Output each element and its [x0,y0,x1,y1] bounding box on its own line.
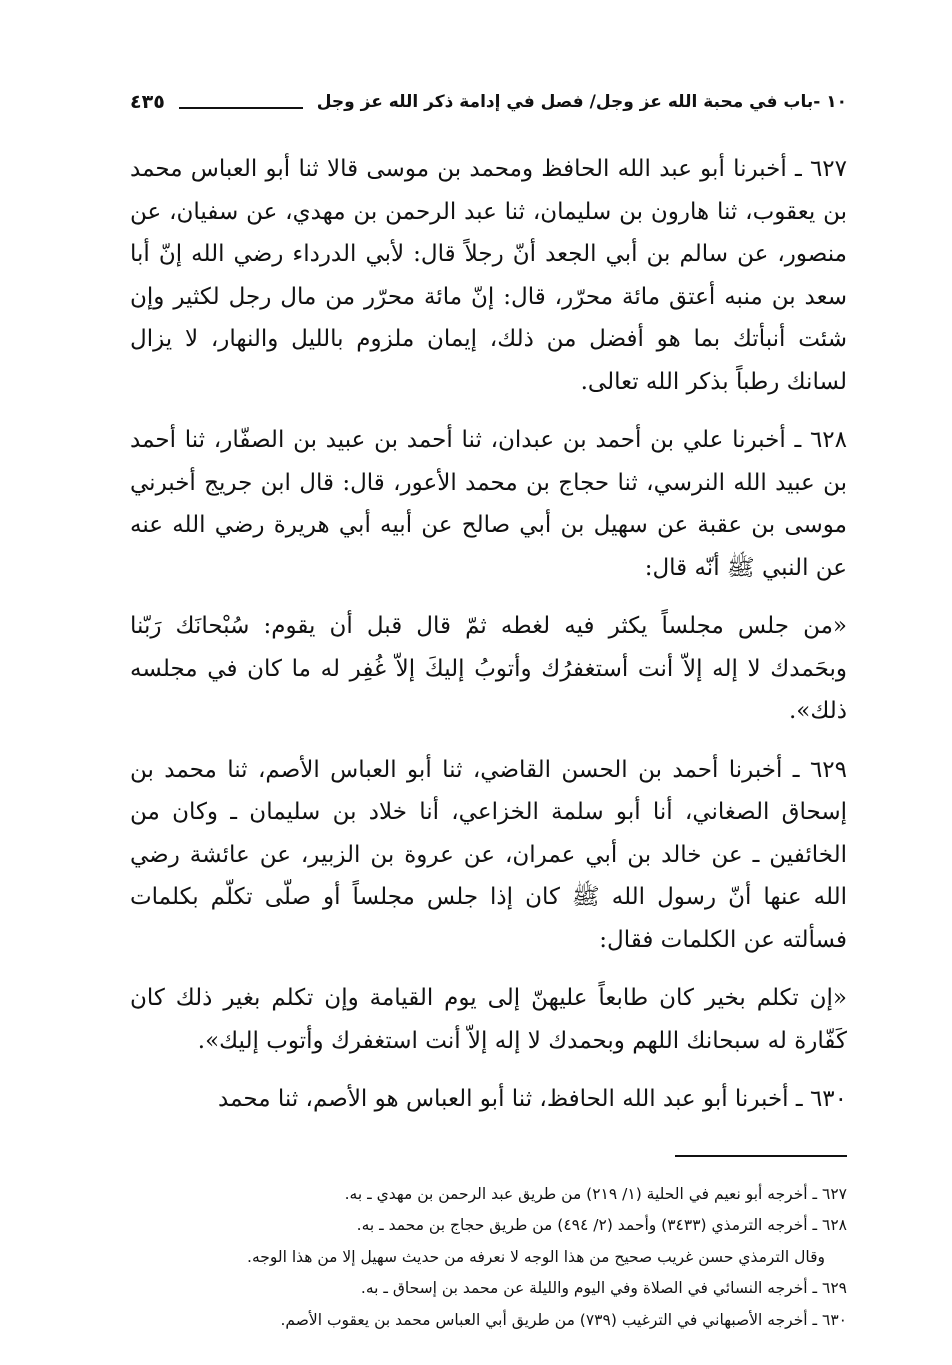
footnotes [130,1179,847,1337]
paragraph-627: ٦٢٧ ـ أخبرنا أبو عبد الله الحافظ ومحمد بن موسى قالا ثنا أبو العباس محمد بن يعقوب، ثنا هارون بن سليمان، ثنا عبد الرحمن بن مهدي، عن سفيان، عن منصور، عن سالم بن أبي الجعد أنّ رجلاً قال: لأبي الدرداء رضي الله إنّ أبا سعد بن منبه أعتق مائة محرّر، قال: إنّ مائة محرّر من مال رجل لكثير وإن شئت أنبأتك بما هو أفضل من ذلك، إيمان ملزوم بالليل والنهار، لا يزال لسانك رطباً بذكر الله تعالى. [130,156,847,395]
footnote-627: ٦٢٧ ـ أخرجه أبو نعيم في الحلية (١/ ٢١٩) من طريق عبد الرحمن بن مهدي ـ به. [344,1184,847,1203]
paragraph-630: ٦٣٠ ـ أخبرنا أبو عبد الله الحافظ، ثنا أبو العباس هو الأصم، ثنا محمد [218,1086,847,1112]
header-rule [179,107,303,109]
footnote-separator [675,1155,847,1157]
footnote-628-note: وقال الترمذي حسن غريب صحيح من هذا الوجه لا نعرفه من حديث سهيل إلا من هذا الوجه. [247,1247,825,1266]
footnote-629: ٦٢٩ ـ أخرجه النسائي في الصلاة وفي اليوم والليلة عن محمد بن إسحاق ـ به. [360,1279,847,1297]
hadith-629-text: «إن تكلم بخير كان طابعاً عليهنّ إلى يوم القيامة وإن تكلم بغير ذلك كان كَفّارة له سبحانك اللهم وبحمدك لا إله إلاّ أنت استغفرك وأتوب إليك». [130,985,847,1054]
hadith-628-text: «من جلس مجلساً يكثر فيه لغطه ثمّ قال قبل أن يقوم: سُبْحانَك رَبّنا وبحَمدك لا إله إلاّ أنت أستغفرُك وأتوبُ إليكَ إلاّ غُفِر له ما كان في مجلسه ذلك». [130,613,847,724]
footnote-630: ٦٣٠ ـ أخرجه الأصبهاني في الترغيب (٧٣٩) من طريق أبي العباس محمد بن يعقوب الأصم. [280,1310,847,1329]
paragraph-628: ٦٢٨ ـ أخبرنا علي بن أحمد بن عبدان، ثنا أحمد بن عبيد بن الصفّار، ثنا أحمد بن عبيد الله النرسي، ثنا حجاج بن محمد الأعور، قال: قال ابن جريج أخبرني موسى بن عقبة عن سهيل بن أبي صالح عن أبيه أبي هريرة رضي الله عنه عن النبي ﷺ أنّه قال: [130,427,847,581]
footnote-628: ٦٢٨ ـ أخرجه الترمذي (٣٤٣٣) وأحمد (٢/ ٤٩٤) من طريق حجاج بن محمد ـ به. [356,1216,847,1234]
main-text [130,148,847,1121]
running-header [130,82,847,122]
page-number: ٤٣٥ [130,91,165,113]
chapter-title: ١٠ -باب في محبة الله عز وجل/ فصل في إدامة ذكر الله عز وجل [316,92,847,112]
paragraph-629: ٦٢٩ ـ أخبرنا أحمد بن الحسن القاضي، ثنا أبو العباس الأصم، ثنا محمد بن إسحاق الصغاني، أنا أبو سلمة الخزاعي، أنا خلاد بن سليمان ـ وكان من الخائفين ـ عن خالد بن أبي عمران، عن عروة بن الزبير، عن عائشة رضي الله عنها أنّ رسول الله ﷺ كان إذا جلس مجلساً أو صلّى تكلّم بكلمات فسألته عن الكلمات فقال: [130,756,847,953]
